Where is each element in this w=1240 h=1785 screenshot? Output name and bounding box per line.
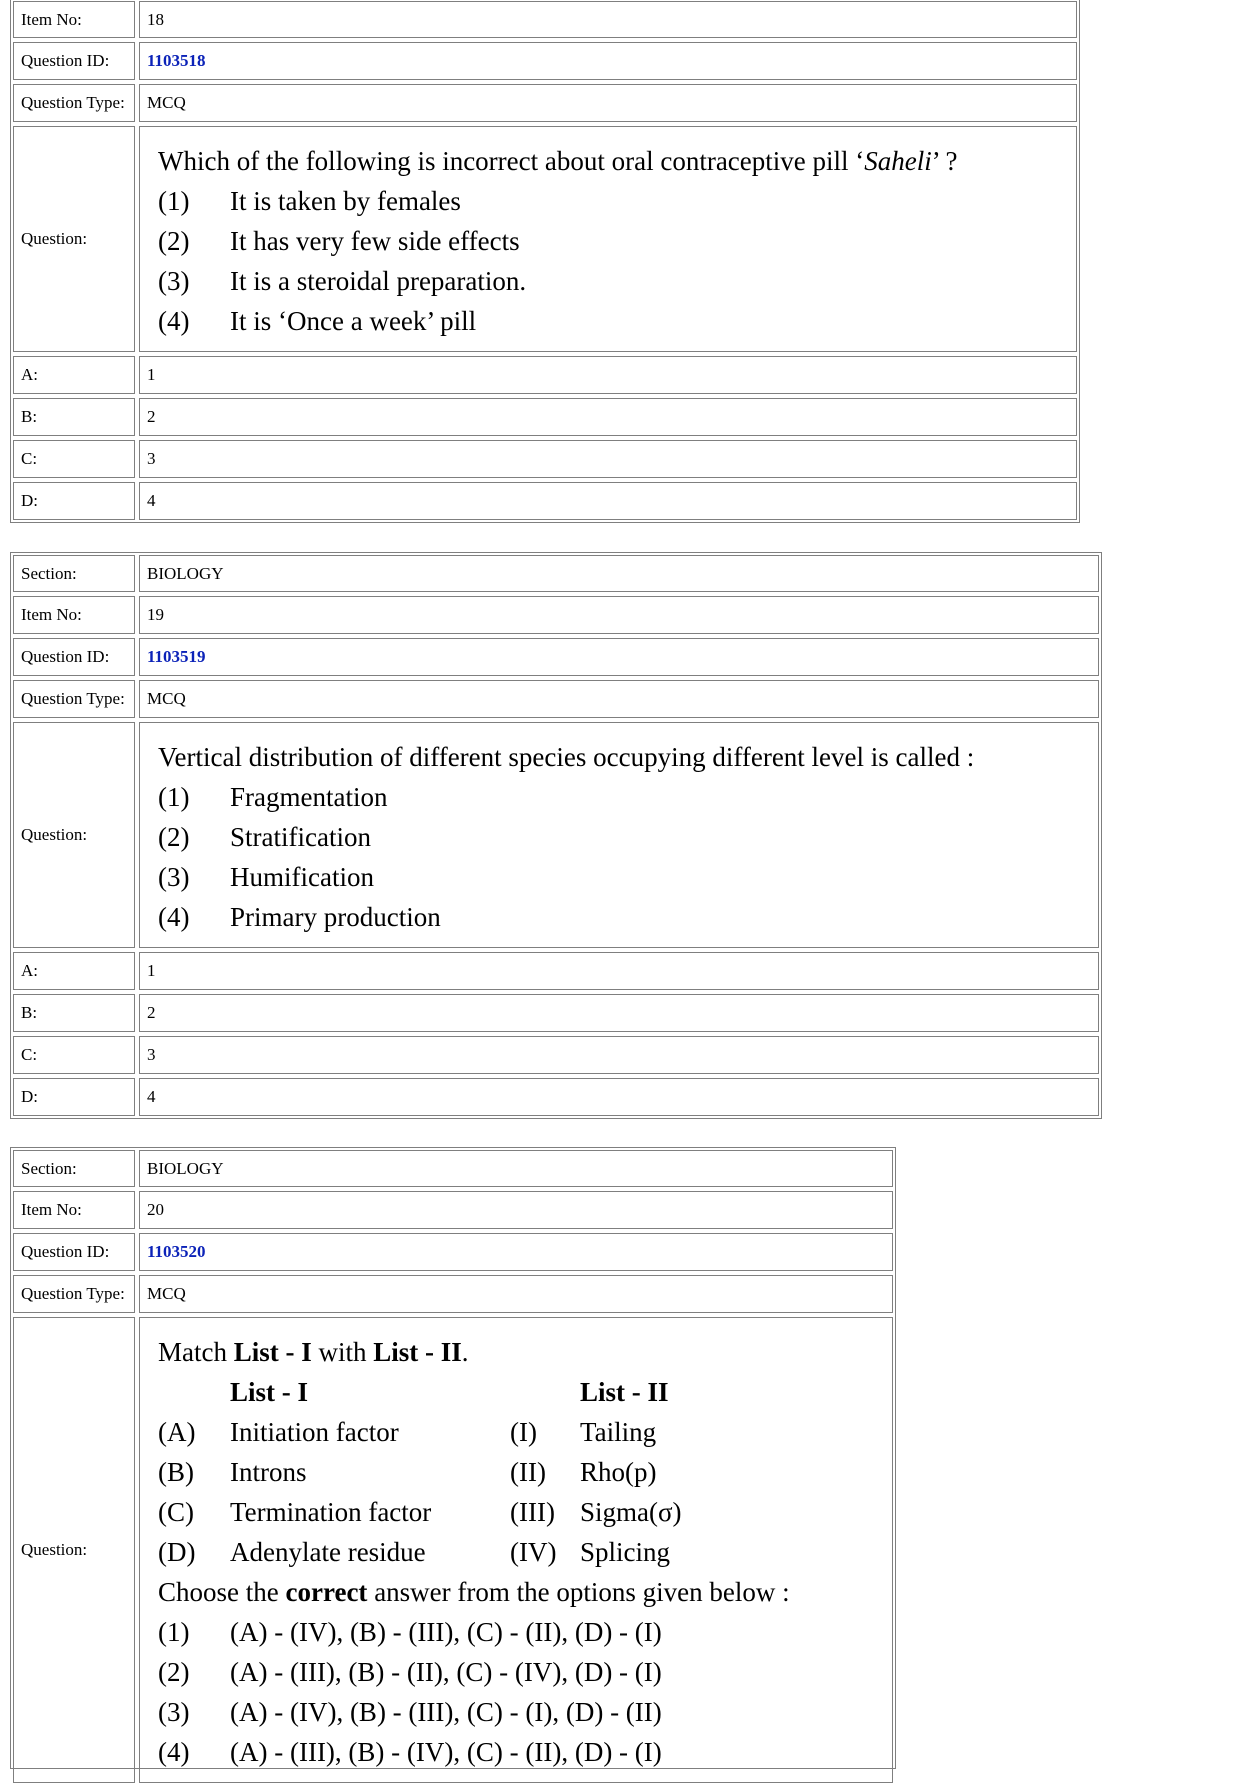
question-18-table: [10, 0, 1080, 523]
question-type-label: Question Type:: [13, 1275, 135, 1313]
question-type-value: MCQ: [139, 1275, 893, 1313]
item-no-value: 20: [139, 1191, 893, 1229]
match-row-b: (B) Introns (II) Rho(p): [158, 1457, 657, 1487]
list-2-header: List - II: [580, 1377, 669, 1407]
question-id-value: 1103519: [147, 647, 206, 666]
answer-d-label: D:: [13, 482, 135, 520]
item-no-value: 18: [139, 1, 1077, 38]
question-stem: Match List - I with List - II.: [158, 1337, 469, 1367]
question-20-table: [10, 1147, 896, 1769]
option-3: (3) Humification: [158, 862, 374, 892]
option-4: (4) (A) - (III), (B) - (IV), (C) - (II), (D) - (I): [158, 1737, 662, 1767]
question-type-label: Question Type:: [13, 680, 135, 718]
question-id-cell: [139, 638, 1099, 676]
choose-instruction: Choose the correct answer from the options given below :: [158, 1577, 790, 1607]
question-id-label: Question ID:: [13, 42, 135, 80]
section-value: BIOLOGY: [139, 1150, 893, 1187]
option-3: (3) (A) - (IV), (B) - (III), (C) - (I), (D) - (II): [158, 1697, 662, 1727]
option-4: (4) Primary production: [158, 902, 441, 932]
question-id-label: Question ID:: [13, 1233, 135, 1271]
answer-d-value: 4: [139, 482, 1077, 520]
question-label: Question:: [13, 1317, 135, 1783]
match-row-c: (C) Termination factor (III) Sigma(σ): [158, 1497, 682, 1527]
question-body: [139, 722, 1099, 948]
item-no-value: 19: [139, 596, 1099, 634]
match-row-a: (A) Initiation factor (I) Tailing: [158, 1417, 657, 1447]
question-stem: Which of the following is incorrect about oral contraceptive pill ‘Saheli’ ?: [158, 146, 958, 176]
question-stem: Vertical distribution of different species occupying different level is called :: [158, 742, 975, 772]
option-2: (2) It has very few side effects: [158, 226, 520, 256]
match-row-d: (D) Adenylate residue (IV) Splicing: [158, 1537, 671, 1567]
option-3: (3) It is a steroidal preparation.: [158, 266, 527, 296]
question-id-value: 1103520: [147, 1242, 206, 1261]
question-body: [139, 126, 1077, 352]
item-no-label: Item No:: [13, 1, 135, 38]
question-id-label: Question ID:: [13, 638, 135, 676]
answer-c-value: 3: [139, 1036, 1099, 1074]
option-1: (1) Fragmentation: [158, 782, 388, 812]
answer-c-label: C:: [13, 440, 135, 478]
item-no-label: Item No:: [13, 1191, 135, 1229]
question-label: Question:: [13, 126, 135, 352]
option-1: (1) (A) - (IV), (B) - (III), (C) - (II), (D) - (I): [158, 1617, 662, 1647]
question-type-value: MCQ: [139, 680, 1099, 718]
list-1-header: List - I: [230, 1377, 309, 1407]
answer-b-value: 2: [139, 994, 1099, 1032]
question-id-cell: [139, 42, 1077, 80]
question-label: Question:: [13, 722, 135, 948]
option-2: (2) Stratification: [158, 822, 371, 852]
question-body: [139, 1317, 893, 1783]
section-value: BIOLOGY: [139, 555, 1099, 592]
answer-a-label: A:: [13, 952, 135, 990]
question-type-label: Question Type:: [13, 84, 135, 122]
answer-d-value: 4: [139, 1078, 1099, 1116]
answer-b-value: 2: [139, 398, 1077, 436]
answer-b-label: B:: [13, 994, 135, 1032]
question-id-cell: [139, 1233, 893, 1271]
answer-d-label: D:: [13, 1078, 135, 1116]
answer-a-value: 1: [139, 952, 1099, 990]
answer-c-value: 3: [139, 440, 1077, 478]
option-2: (2) (A) - (III), (B) - (II), (C) - (IV), (D) - (I): [158, 1657, 662, 1687]
option-4: (4) It is ‘Once a week’ pill: [158, 306, 477, 336]
answer-b-label: B:: [13, 398, 135, 436]
answer-a-label: A:: [13, 356, 135, 394]
answer-a-value: 1: [139, 356, 1077, 394]
question-type-value: MCQ: [139, 84, 1077, 122]
question-id-value: 1103518: [147, 51, 206, 70]
question-19-table: [10, 552, 1102, 1119]
answer-c-label: C:: [13, 1036, 135, 1074]
match-list-headers: [158, 1372, 892, 1412]
item-no-label: Item No:: [13, 596, 135, 634]
section-label: Section:: [13, 555, 135, 592]
section-label: Section:: [13, 1150, 135, 1187]
option-1: (1) It is taken by females: [158, 186, 461, 216]
